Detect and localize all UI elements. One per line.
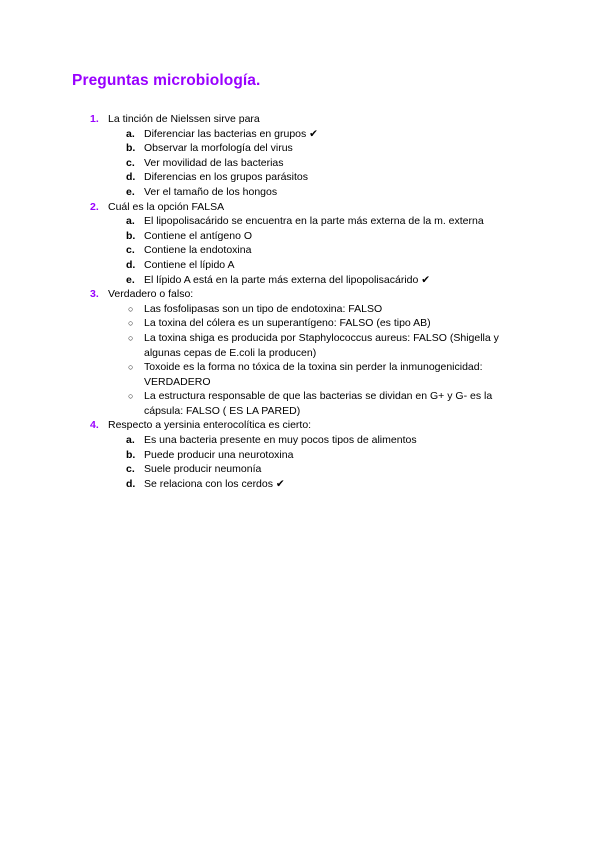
option-list [0,127,600,200]
option-item [0,170,520,185]
question-number: 4. [90,419,99,432]
question-number: 2. [90,200,99,213]
option-marker: d. [126,477,136,490]
option-text: Contiene el antígeno O [144,229,252,242]
option-marker: b. [126,229,136,242]
option-item [0,214,520,229]
option-text: Observar la morfología del virus [144,142,293,155]
option-marker: a. [126,434,135,447]
circle-bullet-icon: ○ [128,362,134,373]
option-text: Suele producir neumonía [144,463,262,476]
checkmark-icon: ✔ [309,127,318,140]
option-item [0,316,520,331]
option-item [0,448,520,463]
circle-bullet-icon: ○ [128,318,134,329]
option-text: Es una bacteria presente en muy pocos tipos de alimentos [144,434,417,447]
option-item [0,273,520,288]
option-list [0,214,600,287]
question-list [0,112,600,491]
checkmark-icon: ✔ [275,477,285,490]
option-text: Toxoide es la forma no tóxica de la toxina sin perder la inmunogenicidad: VERDADERO [144,361,483,388]
option-marker: e. [126,273,135,286]
option-text: Las fosfolipasas son un tipo de endotoxina: FALSO [144,302,383,315]
circle-bullet-icon: ○ [128,391,134,402]
question-1 [0,112,600,200]
option-text: La estructura responsable de que las bacterias se dividan en G+ y G- es la cápsula: FALSO ( ES LA PARED) [144,390,493,417]
option-marker: e. [126,185,135,198]
option-item [0,462,520,477]
option-text: Contiene el lípido A [144,258,235,271]
question-text: La tinción de Nielssen sirve para [108,113,260,125]
option-item [0,185,520,200]
option-marker: c. [126,156,135,169]
option-marker: c. [126,244,135,257]
option-text: Ver el tamaño de los hongos [144,185,278,198]
question-text: Respecto a yersinia enterocolítica es cierto: [108,419,312,432]
option-list [0,302,600,419]
question-number: 1. [90,113,99,125]
option-marker: d. [126,171,136,184]
option-item [0,360,520,389]
option-item [0,477,520,492]
circle-bullet-icon: ○ [128,303,134,314]
option-text: Diferenciar las bacterias en grupos [144,127,307,140]
checkmark-icon: ✔ [421,273,431,286]
option-marker: d. [126,258,136,271]
option-item [0,433,520,448]
option-text: Puede producir una neurotoxina [144,448,294,461]
option-item [0,156,520,171]
option-item [0,229,520,244]
option-item [0,302,520,317]
option-marker: a. [126,215,135,228]
option-item [0,331,520,360]
option-marker: c. [126,463,135,476]
option-text: La toxina shiga es producida por Staphylococcus aureus: FALSO (Shigella y algunas cepas de E.coli la producen) [144,331,499,359]
option-item [0,127,520,142]
question-text: Cuál es la opción FALSA [108,200,225,213]
question-2 [0,200,600,288]
option-text: Diferencias en los grupos parásitos [144,171,309,184]
option-text: Ver movilidad de las bacterias [144,156,284,169]
option-list [0,433,600,491]
option-item [0,141,520,156]
option-text: El lípido A está en la parte más externa del lipopolisacárido [144,273,419,286]
circle-bullet-icon: ○ [128,332,134,343]
option-item [0,258,520,273]
option-item [0,389,520,418]
page-title: Preguntas microbiología. [72,72,261,89]
option-text: Contiene la endotoxina [144,244,252,257]
question-4 [0,418,600,491]
option-marker: a. [126,127,135,140]
question-3 [0,287,600,418]
option-text: El lipopolisacárido se encuentra en la parte más externa de la m. externa [144,215,484,228]
question-number: 3. [90,288,99,301]
option-marker: b. [126,142,136,155]
question-text: Verdadero o falso: [108,288,194,301]
option-item [0,243,520,258]
option-text: La toxina del cólera es un superantígeno: FALSO (es tipo AB) [144,317,431,330]
option-text: Se relaciona con los cerdos [144,477,273,490]
option-marker: b. [126,448,136,461]
